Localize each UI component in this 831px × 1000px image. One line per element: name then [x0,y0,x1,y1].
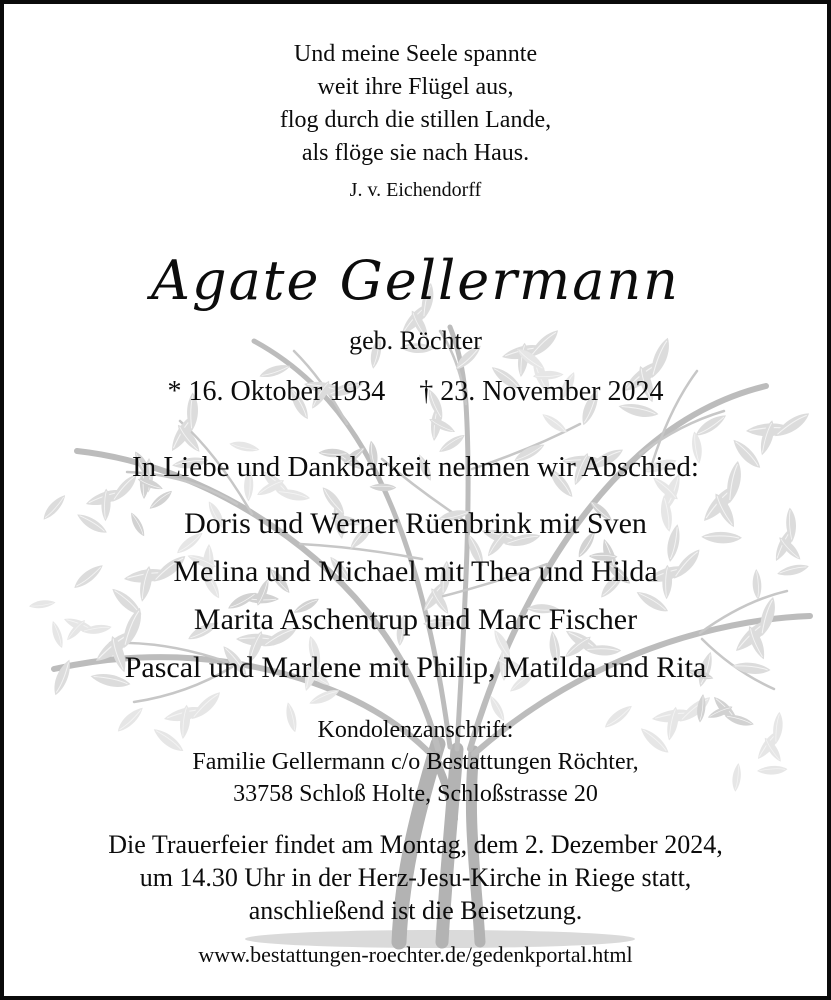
maiden-name: geb. Röchter [349,326,482,355]
mourner-line: Pascal und Marlene mit Philip, Matilda und Rita [124,651,707,684]
memorial-website-url: www.bestattungen-roechter.de/gedenkportal.html [198,942,633,967]
condolence-title: Kondolenzanschrift: [317,717,514,743]
poem-attribution: J. v. Eichendorff [349,179,482,201]
life-dates [4,374,827,410]
deceased-name: Agate Gellermann [151,249,680,312]
mourner-line: Marita Aschentrup und Marc Fischer [193,603,638,636]
service-line: Die Trauerfeier findet am Montag, dem 2. Dezember 2024, [108,830,723,859]
poem-line: flog durch die stillen Lande, [279,107,552,133]
farewell-line: In Liebe und Dankbarkeit nehmen wir Abschied: [132,451,699,483]
death-date: † 23. November 2024 [419,376,664,407]
service-info [4,828,827,927]
poem-line: weit ihre Flügel aus, [317,74,514,100]
birth-date: * 16. Oktober 1934 [167,376,386,407]
mourner-line: Doris und Werner Rüenbrink mit Sven [184,507,647,540]
condolence-address [4,714,827,810]
poem-line: als flöge sie nach Haus. [301,140,530,166]
mourners-list [4,500,827,692]
mourner-line: Melina und Michael mit Thea und Hilda [173,555,658,588]
service-line: um 14.30 Uhr in der Herz-Jesu-Kirche in Riege statt, [139,863,692,892]
condolence-line: Familie Gellermann c/o Bestattungen Röchter, [192,749,639,775]
service-line: anschließend ist die Beisetzung. [248,896,583,925]
condolence-line: 33758 Schloß Holte, Schloßstrasse 20 [233,781,598,807]
obituary-content [4,4,827,996]
poem-line: Und meine Seele spannte [293,41,538,67]
poem [4,38,827,205]
